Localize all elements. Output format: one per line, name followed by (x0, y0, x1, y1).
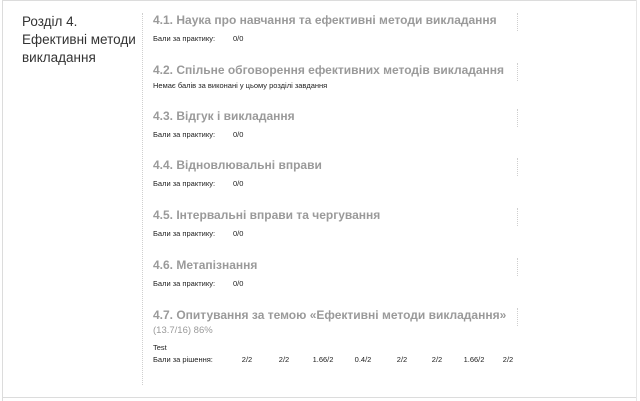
section-title-4-3[interactable]: 4.3. Відгук і викладання (153, 109, 295, 123)
practice-score-value: 0/0 (233, 279, 244, 288)
section-divider (517, 158, 518, 176)
solution-mark: 2/2 (502, 355, 514, 364)
section-divider (517, 63, 518, 81)
section-4-2 (153, 63, 518, 92)
solution-marks-row (153, 354, 518, 366)
practice-score-label: Бали за практику: (153, 179, 216, 188)
section-4-4 (153, 158, 518, 190)
section-4-5 (153, 208, 518, 240)
section-title-4-4[interactable]: 4.4. Відновлювальні вправи (153, 158, 322, 172)
solution-mark: 1.66/2 (312, 355, 334, 364)
practice-score-label: Бали за практику: (153, 34, 216, 43)
section-4-3 (153, 109, 518, 141)
section-title-4-2[interactable]: 4.2. Спільне обговорення ефективних методів викладання (153, 63, 505, 77)
section-divider (517, 308, 518, 326)
section-title-4-5[interactable]: 4.5. Інтервальні вправи та чергування (153, 208, 381, 222)
section-4-6 (153, 258, 518, 290)
solution-mark: 1.66/2 (463, 355, 485, 364)
chapter-divider (142, 13, 143, 385)
practice-score-value: 0/0 (233, 130, 244, 139)
section-title-4-7[interactable]: 4.7. Опитування за темою «Ефективні методи викладання» (153, 308, 507, 322)
panel-right-border (636, 0, 637, 401)
solution-mark: 2/2 (431, 355, 443, 364)
practice-score-value: 0/0 (233, 179, 244, 188)
solution-mark: 2/2 (278, 355, 290, 364)
practice-score-value: 0/0 (233, 229, 244, 238)
chapter-title: Розділ 4. Ефективні методи викладання (22, 14, 136, 65)
practice-score-row (153, 228, 518, 240)
section-title-4-6[interactable]: 4.6. Метапізнання (153, 258, 258, 272)
practice-score-value: 0/0 (233, 34, 244, 43)
solution-mark: 2/2 (241, 355, 253, 364)
test-label: Test (153, 343, 167, 352)
solution-mark: 2/2 (396, 355, 408, 364)
practice-score-row (153, 33, 518, 45)
solution-mark: 0.4/2 (354, 355, 372, 364)
practice-score-row (153, 129, 518, 141)
section-4-7 (153, 308, 518, 366)
panel-left-border (2, 0, 3, 401)
section-score: (13.7/16) 86% (153, 325, 213, 336)
section-divider (517, 13, 518, 31)
practice-score-row (153, 178, 518, 190)
section-divider (517, 258, 518, 276)
panel-top-border (2, 0, 636, 1)
practice-score-label: Бали за практику: (153, 130, 216, 139)
practice-score-label: Бали за практику: (153, 279, 216, 288)
section-divider (517, 109, 518, 127)
section-4-1 (153, 13, 518, 45)
practice-score-label: Бали за практику: (153, 229, 216, 238)
solution-marks-label: Бали за рішення: (153, 355, 213, 364)
no-score-note: Немає балів за виконані у цьому розділі завдання (153, 81, 328, 90)
section-divider (517, 208, 518, 226)
section-title-4-1[interactable]: 4.1. Наука про навчання та ефективні методи викладання (153, 13, 497, 27)
panel-bottom-border (2, 397, 636, 398)
practice-score-row (153, 278, 518, 290)
